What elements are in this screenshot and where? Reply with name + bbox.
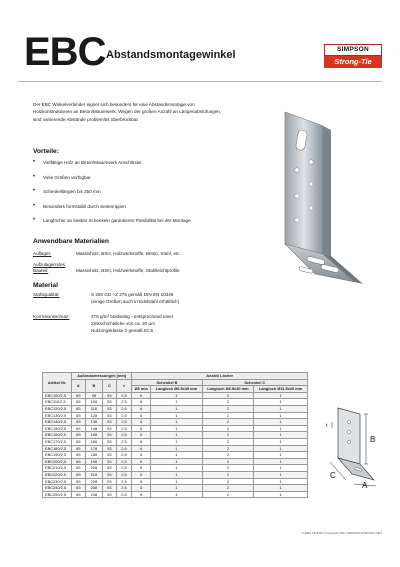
table-cell: 1	[151, 419, 203, 426]
table-cell: 1	[151, 478, 203, 485]
table-cell: EBC110/2,5	[43, 399, 72, 406]
table-cell: 1	[254, 419, 308, 426]
table-cell: 2,5	[116, 438, 132, 445]
col-c-lang1: Langloch Ø6.5x30 mm	[202, 386, 254, 393]
table-cell: EBC190/2,5	[43, 452, 72, 459]
table-cell: 6	[132, 465, 151, 472]
table-cell: 6	[132, 485, 151, 492]
table-cell: 178	[85, 445, 103, 452]
list-item: • Vielfältige Holz an Beton/Mauerwerk Anschlüsse	[33, 160, 243, 175]
table-cell: 65	[72, 465, 86, 472]
col-c-lang2: Langloch Ø11.5x20 mm	[254, 386, 308, 393]
table-cell: 228	[85, 478, 103, 485]
table-cell: 2,5	[116, 425, 132, 432]
material-row-auflager	[33, 251, 181, 257]
table-cell: 2,5	[116, 471, 132, 478]
table-cell: 1	[151, 452, 203, 459]
table-cell: 53	[103, 465, 117, 472]
logo-simpson-text: SIMPSON	[324, 44, 382, 56]
table-cell: 1	[254, 399, 308, 406]
material-row-label: Aufzulagerndes Bauteil:	[33, 262, 65, 273]
table-cell: 2,5	[116, 419, 132, 426]
table-cell: 2,5	[116, 392, 132, 399]
table-cell: 53	[103, 485, 117, 492]
table-cell: 53	[103, 399, 117, 406]
table-cell: 1	[151, 458, 203, 465]
table-cell: 118	[85, 405, 103, 412]
table-cell: 208	[85, 465, 103, 472]
table-cell: 1	[254, 452, 308, 459]
table-cell: 2,5	[116, 478, 132, 485]
table-row	[43, 465, 308, 472]
table-cell: 1	[254, 425, 308, 432]
korrosion-label: Korrosionsschutz:	[33, 314, 70, 319]
table-row	[43, 412, 308, 419]
product-code: EBC	[24, 30, 106, 74]
table-cell: EBC210/2,5	[43, 465, 72, 472]
footer-copyright: F-EBC-151118 © Copyright 2017 SIMPSON STRONG-TIE®	[301, 531, 382, 535]
table-cell: 2,5	[116, 412, 132, 419]
table-cell: 2,5	[116, 399, 132, 406]
korrosion-line-1: 275 g/m² beidseitig - entsprechend einer	[91, 314, 174, 319]
logo-strongtie-text: Strong-Tie	[324, 56, 382, 68]
table-cell: 6	[132, 412, 151, 419]
table-cell: 2	[202, 471, 254, 478]
material-row-label: Auflager:	[33, 251, 52, 256]
korrosion-value	[91, 313, 251, 334]
table-row	[43, 392, 308, 399]
table-cell: 1	[151, 412, 203, 419]
table-cell: 2,5	[116, 465, 132, 472]
table-cell: 65	[72, 478, 86, 485]
table-cell: 1	[254, 432, 308, 439]
list-item: • Besonders formstabil durch Seitenrippen	[33, 204, 243, 219]
table-row	[43, 419, 308, 426]
table-cell: 2	[202, 405, 254, 412]
table-row	[43, 432, 308, 439]
table-row	[43, 491, 308, 498]
diagram-label-b: B	[370, 435, 376, 444]
table-cell: 1	[151, 445, 203, 452]
diagram-label-t: t	[326, 423, 328, 429]
col-b-d5: Ø5 mm	[132, 386, 151, 393]
table-cell: 6	[132, 425, 151, 432]
table-cell: 2,5	[116, 458, 132, 465]
table-cell: 53	[103, 405, 117, 412]
table-cell: 1	[254, 478, 308, 485]
table-cell: 1	[151, 491, 203, 498]
table-cell: EBC230/2,5	[43, 478, 72, 485]
table-cell: EBC240/2,5	[43, 485, 72, 492]
table-row	[43, 471, 308, 478]
table-cell: 2	[202, 485, 254, 492]
table-row	[43, 405, 308, 412]
materialien-title: Anwendbare Materialien	[33, 238, 109, 245]
table-cell: 1	[151, 399, 203, 406]
table-cell: 6	[132, 419, 151, 426]
table-cell: 1	[151, 432, 203, 439]
table-cell: 53	[103, 425, 117, 432]
table-cell: 2	[202, 478, 254, 485]
col-a: A	[72, 379, 86, 392]
page-header	[18, 22, 382, 82]
table-cell: EBC100/2,5	[43, 392, 72, 399]
table-cell: 1	[151, 471, 203, 478]
material-row-bauteil	[33, 262, 180, 274]
table-cell: 1	[254, 491, 308, 498]
table-row	[43, 438, 308, 445]
table-cell: EBC120/2,5	[43, 405, 72, 412]
spec-table-body	[43, 392, 308, 498]
table-cell: 198	[85, 458, 103, 465]
table-cell: 2	[202, 432, 254, 439]
table-cell: 248	[85, 491, 103, 498]
table-cell: 1	[254, 445, 308, 452]
list-item: • Langlöcher an beiden Schenkeln garantieren Flexibilität bei der Montage	[33, 218, 243, 233]
table-cell: 65	[72, 452, 86, 459]
table-cell: 6	[132, 478, 151, 485]
table-row	[43, 399, 308, 406]
table-cell: EBC170/2,5	[43, 438, 72, 445]
product-name: Abstandsmontagewinkel	[106, 49, 236, 61]
table-cell: 53	[103, 458, 117, 465]
table-cell: 2	[202, 392, 254, 399]
table-cell: 6	[132, 452, 151, 459]
table-cell: 2	[202, 412, 254, 419]
table-cell: 65	[72, 392, 86, 399]
table-cell: 1	[254, 471, 308, 478]
col-schenkel-b: Schenkel B	[132, 379, 202, 386]
table-cell: 65	[72, 458, 86, 465]
spec-table	[42, 372, 308, 498]
stahl-value	[91, 291, 251, 305]
table-cell: 148	[85, 425, 103, 432]
table-cell: 188	[85, 452, 103, 459]
table-cell: 53	[103, 392, 117, 399]
table-cell: 65	[72, 445, 86, 452]
table-cell: 1	[254, 458, 308, 465]
table-cell: 53	[103, 432, 117, 439]
table-cell: 53	[103, 471, 117, 478]
list-item: • Viele Größen verfügbar	[33, 175, 243, 190]
table-cell: 2,5	[116, 452, 132, 459]
stahl-row	[33, 291, 273, 307]
table-cell: 2,5	[116, 445, 132, 452]
table-cell: 65	[72, 425, 86, 432]
table-cell: 1	[254, 392, 308, 399]
table-cell: 1	[151, 438, 203, 445]
table-cell: 1	[254, 438, 308, 445]
table-cell: 1	[254, 412, 308, 419]
diagram-label-a: A	[362, 481, 368, 490]
table-cell: 6	[132, 405, 151, 412]
table-cell: 1	[254, 405, 308, 412]
table-cell: 1	[151, 465, 203, 472]
table-cell: 65	[72, 412, 86, 419]
table-cell: EBC180/2,5	[43, 445, 72, 452]
table-cell: 65	[72, 491, 86, 498]
col-t: t	[116, 379, 132, 392]
stahl-line-2: (einige Größen auch in Edelstahl erhältlich)	[91, 299, 180, 304]
table-cell: 65	[72, 399, 86, 406]
table-cell: 6	[132, 392, 151, 399]
col-b: B	[85, 379, 103, 392]
table-cell: 53	[103, 445, 117, 452]
table-cell: 2	[202, 399, 254, 406]
korrosion-line-3: Nutzungsklasse 2 gemäß EC5	[91, 328, 154, 333]
table-cell: 65	[72, 471, 86, 478]
table-cell: 238	[85, 485, 103, 492]
table-cell: 158	[85, 432, 103, 439]
table-row	[43, 445, 308, 452]
table-cell: EBC200/2,5	[43, 458, 72, 465]
table-cell: 6	[132, 438, 151, 445]
table-cell: 2	[202, 425, 254, 432]
table-cell: 2,5	[116, 491, 132, 498]
table-cell: 2	[202, 465, 254, 472]
table-cell: 53	[103, 412, 117, 419]
table-cell: 6	[132, 399, 151, 406]
table-cell: 1	[151, 392, 203, 399]
korrosion-line-2: Zinkschichtdicke von ca. 20 µm	[91, 321, 155, 326]
stahl-line-1: S 250 GD +Z 275 gemäß DIN EN 10346	[91, 292, 174, 297]
table-cell: 2	[202, 419, 254, 426]
table-cell: 2	[202, 438, 254, 445]
table-cell: 2,5	[116, 432, 132, 439]
table-cell: 1	[254, 485, 308, 492]
table-cell: 1	[254, 465, 308, 472]
intro-text: Der EBC Winkelverbinder eignet sich besonders für eine Abstandsmontage von Holzkonstruktionen an Beton/Mauerwerk. Wegen der großen Anzahl an Längenabstufungen, sind variierende Abstände problemlos überbrückbar.	[33, 102, 222, 122]
table-cell: 2	[202, 445, 254, 452]
table-cell: EBC130/2,5	[43, 412, 72, 419]
table-cell: 53	[103, 438, 117, 445]
table-cell: 2,5	[116, 485, 132, 492]
table-cell: EBC140/2,5	[43, 419, 72, 426]
table-row	[43, 458, 308, 465]
table-cell: 65	[72, 405, 86, 412]
list-item: • Schenkellängen bis 250 mm	[33, 189, 243, 204]
table-cell: 128	[85, 412, 103, 419]
table-cell: 53	[103, 419, 117, 426]
table-cell: EBC160/2,5	[43, 432, 72, 439]
table-cell: 53	[103, 452, 117, 459]
col-b-lang: Langloch Ø6.5x40 mm	[151, 386, 203, 393]
table-cell: 1	[151, 485, 203, 492]
table-cell: 168	[85, 438, 103, 445]
table-cell: 2	[202, 452, 254, 459]
table-cell: EBC150/2,5	[43, 425, 72, 432]
table-cell: 6	[132, 458, 151, 465]
table-cell: 2,5	[116, 405, 132, 412]
table-row	[43, 452, 308, 459]
table-row	[43, 485, 308, 492]
table-cell: 65	[72, 438, 86, 445]
col-anzahl: Anzahl Löcher	[132, 373, 308, 380]
top-margin	[0, 0, 400, 22]
table-cell: 218	[85, 471, 103, 478]
table-cell: 2	[202, 458, 254, 465]
material-title: Material	[33, 282, 58, 289]
material-row-value: Massivholz, BSH, Holzwerkstoffe, Beton, Stahl, etc.	[76, 251, 181, 256]
table-cell: 53	[103, 491, 117, 498]
col-schenkel-c: Schenkel C	[202, 379, 307, 386]
table-cell: 1	[151, 425, 203, 432]
table-cell: 53	[103, 478, 117, 485]
table-cell: 65	[72, 419, 86, 426]
table-cell: 65	[72, 485, 86, 492]
vorteile-list	[33, 160, 243, 233]
table-cell: 108	[85, 399, 103, 406]
diagram-label-c: C	[330, 471, 336, 480]
table-cell: 98	[85, 392, 103, 399]
brand-logo	[324, 44, 382, 68]
table-cell: 1	[151, 405, 203, 412]
table-cell: 6	[132, 491, 151, 498]
table-cell: 6	[132, 471, 151, 478]
stahl-label: Stahlqualität:	[33, 292, 60, 297]
table-cell: 2	[202, 491, 254, 498]
col-c: C	[103, 379, 117, 392]
table-cell: 6	[132, 445, 151, 452]
material-row-value: Massivholz, BSH, Holzwerkstoffe, Stahlleichtprofile	[76, 268, 180, 273]
table-cell: EBC220/2,5	[43, 471, 72, 478]
col-aussen: Außenabmessungen [mm]	[72, 373, 132, 380]
bracket-photo-icon	[245, 104, 365, 299]
table-row	[43, 425, 308, 432]
vorteile-title: Vorteile:	[33, 148, 59, 155]
table-cell: 65	[72, 432, 86, 439]
table-cell: 138	[85, 419, 103, 426]
korrosion-row	[33, 313, 273, 337]
dimension-diagram-icon	[316, 400, 394, 490]
table-cell: EBC250/2,5	[43, 491, 72, 498]
col-artikel: Artikel Nr.	[43, 373, 72, 393]
table-row	[43, 478, 308, 485]
table-cell: 6	[132, 432, 151, 439]
